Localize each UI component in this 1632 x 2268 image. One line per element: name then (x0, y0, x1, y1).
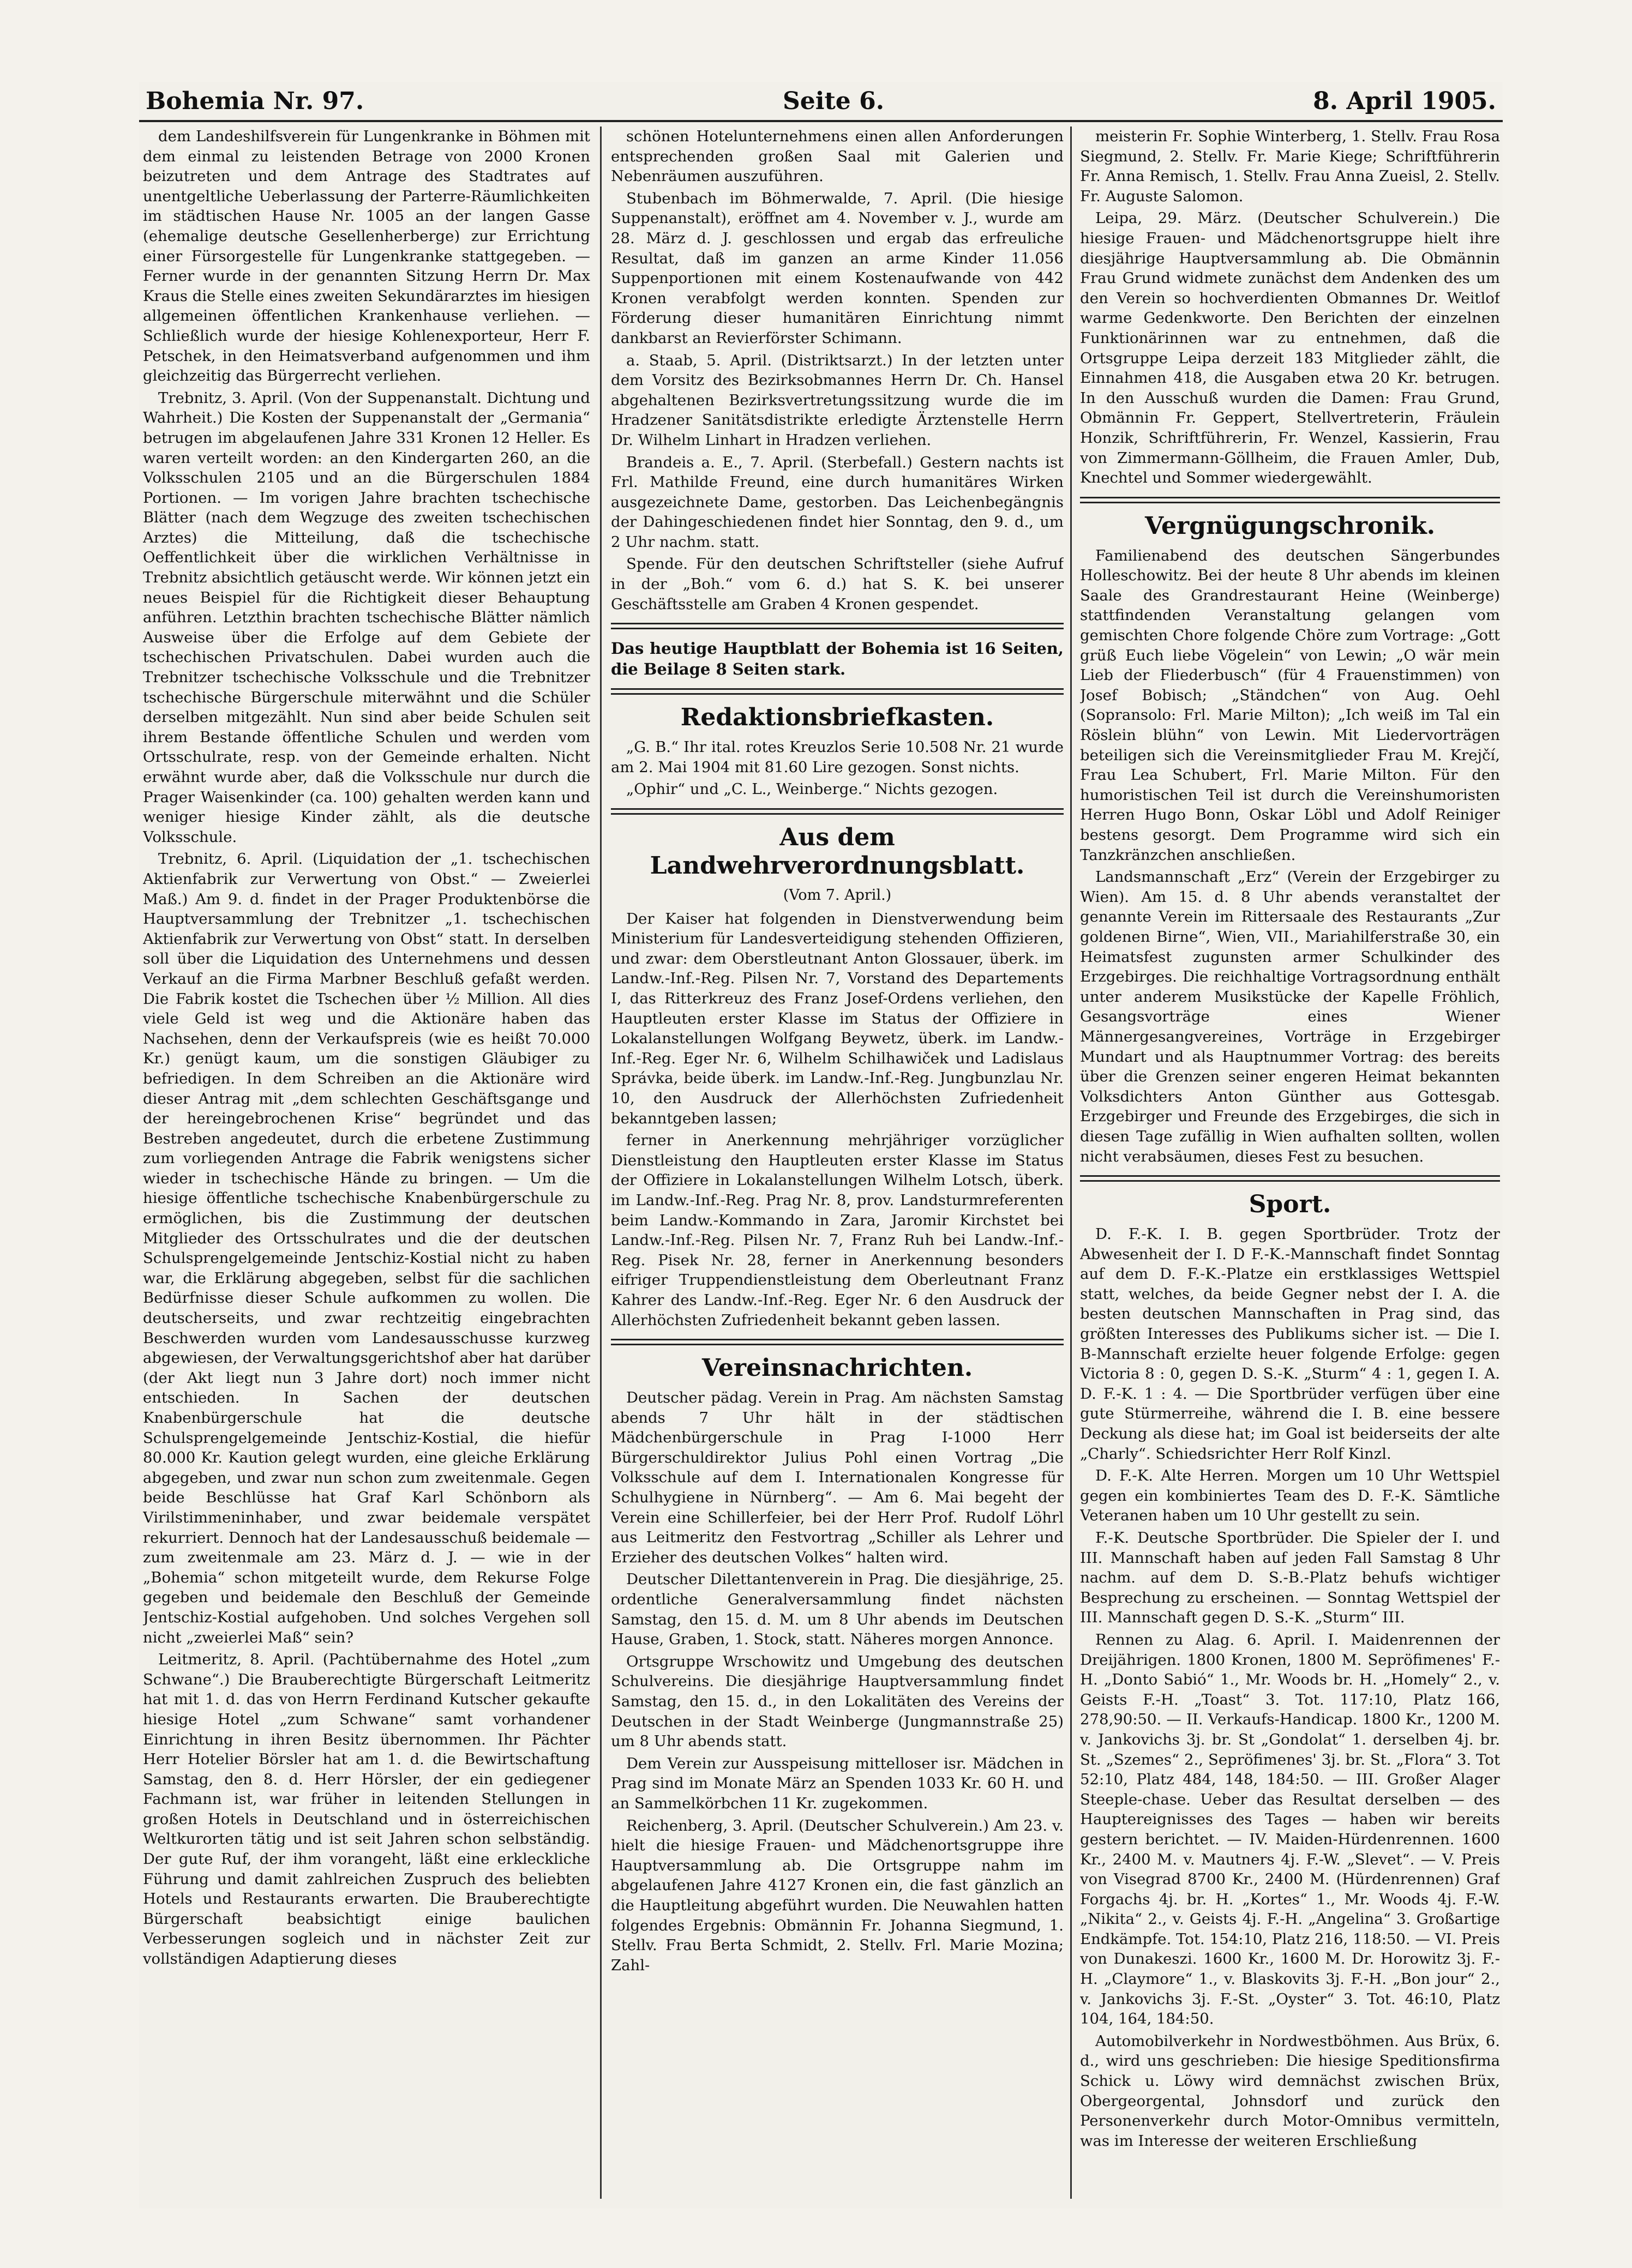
article-stubenbach: Stubenbach im Böhmerwalde, 7. April. (Die hiesige Suppenanstalt), eröffnet am 4. November v. J., wurde am 28. März d. J. geschlossen und ergab das erfreuliche Resultat, daß im ganzen an arme Kinder 11.056 Suppenportionen mit einem Kostenaufwande von 442 Kronen verabfolgt werden konnten. Spenden zur Förderung dieser humanitären Einrichtung nimmt dankbarst an Revierförster Schimann. (611, 189, 1064, 347)
sport-entry: Rennen zu Alag. 6. April. I. Maidenrennen der Dreijährigen. 1800 Kronen, 1800 M. Sepröfimenes' F.-H. „Donto Sabió“ 1., Mr. Woods br. H. „Homely“ 2., v. Geists F.-H. „Toast“ 3. Tot. 117:10, Platz 166, 278,90:50. — II. Verkaufs-Handicap. 1800 Kr., 1200 M. v. Jankovichs 3j. br. St „Gondolat“ 1. derselben 4j. br. St. „Szemes“ 2., Sepröfimenes' 3j. br. St. „Flora“ 3. Tot 52:10, Platz 484, 148, 184:50. — III. Großer Alager Steeple-chase. Ueber das Resultat derselben — des Hauptereignisses des Tages — haben wir bereits gestern berichtet. — IV. Maiden-Hürdenrennen. 1600 Kr., 2400 M. v. Mautners 4j. F.-W. „Slevet“. — V. Preis von Visegrad 8700 Kr., 2400 M. (Hürdenrennen) Graf Forgachs 4j. br. H. „Kortes“ 1., Mr. Woods 4j. F.-W. „Nikita“ 2., v. Geists 4j. F.-H. „Angelina“ 3. Großartige Endkämpfe. Tot. 154:10, Platz 216, 118:50. — VI. Preis von Dunakeszi. 1600 Kr., 1600 M. Dr. Horowitz 3j. F.-H. „Claymore“ 1., v. Blaskovits 3j. F.-H. „Bon jour“ 2., v. Jankovichs 3j. F.-St. „Oyster“ 3. Tot. 46:10, Platz 104, 164, 184:50. (1080, 1631, 1500, 2028)
sport-entry: D. F.-K. I. B. gegen Sportbrüder. Trotz der Abwesenheit der I. D F.-K.-Mannschaft findet Sonntag auf dem D. F.-K.-Platze ein erstklassiges Wettspiel statt, welches, da beide Gegner nebst der I. A. die besten deutschen Mannschaften in Prag sind, das größten Interesses des Publikums sicher ist. — Die I. B-Mannschaft erzielte heuer folgende Erfolge: gegen Victoria 8 : 0, gegen D. S.-K. „Sturm“ 4 : 1, gegen I. A. D. F.-K. 1 : 4. — Die Sportbrüder verfügen über eine gute Stürmerreihe, während die I. B. eine bessere Deckung als diese hat; im Goal ist beiderseits der alte „Charly“. Schiedsrichter Herr Rolf Kinzl. (1080, 1225, 1500, 1463)
section-title-sport: Sport. (1249, 1190, 1331, 1219)
column-rule-2 (1070, 127, 1072, 2199)
vergnuegung-entry: Landsmannschaft „Erz“ (Verein der Erzgebirger zu Wien). Am 15. d. 8 Uhr abends veranstaltet der genannte Verein im Rittersaale des Restaurants „Zur goldenen Birne“, Wien, VII., Mariahilferstraße 30, ein Heimatsfest zugunsten armer Schulkinder des Erzgebirges. Die reichhaltige Vortragsordnung enthält unter anderem Musikstücke der Kapelle Fröhlich, Gesangsvorträge eines Wiener Männergesangvereines, Vorträge in Erzgebirger Mundart und als Hauptnummer Vortrag: des bereits über die Grenzen seiner engeren Heimat bekannten Volksdichters Anton Günther aus Gottesgab. Erzgebirger und Freunde des Erzgebirges, die sich in diesen Tage zufällig in Wien aufhalten sollten, wollen nicht verabsäumen, dieses Fest zu besuchen. (1080, 868, 1500, 1165)
briefkasten-entry: „Ophir“ und „C. L., Weinberge.“ Nichts gezogen. (626, 780, 998, 798)
section-divider (611, 623, 1064, 629)
section-title-vergnuegungschronik: Vergnügungschronik. (1144, 512, 1436, 540)
verein-entry: Reichenberg, 3. April. (Deutscher Schulverein.) Am 23. v. hielt die hiesige Frauen- und Mädchenortsgruppe ihre Hauptversammlung ab. Die Ortsgruppe nahm im abgelaufenen Jahre 4127 Kronen ein, die fast gänzlich an die Hauptleitung abgeführt wurden. Die Neuwahlen hatten folgendes Ergebnis: Obmännin Fr. Johanna Siegmund, 1. Stellv. Frau Berta Schmidt, 2. Stellv. Frl. Marie Mozina; Zahl- (611, 1816, 1064, 1974)
verein-entry: Deutscher Dilettantenverein in Prag. Die diesjährige, 25. ordentliche Generalversammlung findet nächsten Samstag, den 15. d. M. um 8 Uhr abends im Deutschen Hause, Graben, 1. Stock, statt. Näheres morgen Annonce. (611, 1571, 1064, 1649)
header-page-number: Seite 6. (783, 87, 885, 115)
article-leitmeritz-hotel: Leitmeritz, 8. April. (Pachtübernahme des Hotel „zum Schwane“.) Die Brauberechtigte Bürgerschaft Leitmeritz hat mit 1. d. das von Herrn Ferdinand Kutscher gekaufte hiesige Hotel „zum Schwane“ samt vorhandener Einrichtung in ihren Besitz übernommen. Ihr Pächter Herr Hotelier Börsler hat am 1. d. die Bewirtschaftung Samstag, den 8. d. Herr Hörsler, der ein gediegener Fachmann ist, war früher in leitenden Stellungen in großen Hotels in Deutschland und in österreichischen Weltkurorten tätig und ist seit Jahren schon selbständig. Der gute Ruf, der ihm vorangeht, läßt eine erkleckliche Führung und damit zahlreichen Zuspruch des beliebten Hotels und Restaurants erwarten. Die Brauberechtigte Bürgerschaft beabsichtigt einige baulichen Verbesserungen sogleich und in nächster Zeit zur vollständigen Adaptierung dieses (143, 1651, 590, 1968)
verein-entry-leipa: Leipa, 29. März. (Deutscher Schulverein.) Die hiesige Frauen- und Mädchenortsgruppe hielt ihre diesjährige Hauptversammlung ab. Die Obmännin Frau Grund widmete zunächst dem Andenken des um den Verein so hochverdienten Obmannes Dr. Weitlof warme Gedenkworte. Den Berichten der einzelnen Funktionärinnen war zu entnehmen, daß die Ortsgruppe Leipa derzeit 183 Mitglieder zählt, die Einnahmen 418, die Ausgaben etwa 20 Kr. betrugen. In den Ausschuß wurden die Damen: Frau Grund, Obmännin Fr. Geppert, Stellvertreterin, Fräulein Honzik, Schriftführerin, Fr. Wenzel, Kassierin, Frau von Zimmermann-Göllheim, die Frauen Amler, Dub, Knechtel und Sommer wiedergewählt. (1080, 209, 1500, 487)
section-divider (1080, 1175, 1500, 1182)
article-hotel-continued: schönen Hotelunternehmens einen allen Anforderungen entsprechenden großen Saal mit Galerien und Nebenräumen auszuführen. (611, 128, 1064, 185)
verein-entry: Ortsgruppe Wrschowitz und Umgebung des deutschen Schulvereins. Die diesjährige Hauptversammlung findet Samstag, den 15. d., in den Lokalitäten des Vereins der Deutschen in der Stadt Weinberge (Jungmannstraße 25) um 8 Uhr abends statt. (611, 1652, 1064, 1750)
article-trebnitz-liquidation: Trebnitz, 6. April. (Liquidation der „1. tschechischen Aktienfabrik zur Verwertung von Obst.“ — Zweierlei Maß.) Am 9. d. findet in der Prager Produktenbörse die Hauptversammlung der Trebnitzer „1. tschechischen Aktienfabrik zur Verwertung von Obst“ statt. In derselben soll über die Liquidation des Unternehmens und dessen Verkauf an die Firma Marbner Beschluß gefaßt werden. Die Fabrik kostet die Tschechen über ½ Million. All dies viele Geld ist weg und die Aktionäre haben das Nachsehen, denn der Verkaufspreis (wie es heißt 70.000 Kr.) genügt kaum, um die sonstigen Gläubiger zu befriedigen. In dem Schreiben an die Aktionäre wird dieser Antrag mit „dem schlechten Geschäftsgange und der hereingebrochenen Krise“ begründet und das Bestreben angedeutet, durch die erbetene Zustimmung zum vorliegenden Antrage die Fabrik wenigstens sicher wieder in tschechische Hände zu bringen. — Um die hiesige öffentliche tschechische Knabenbürgerschule zu ermöglichen, bis die Zustimmung der deutschen Mitglieder des Ortsschulrates und die der deutschen Schulsprengelgemeinde Jentschiz-Kostial nicht zu haben war, die Erklärung abgegeben, selbst für die sachlichen Bedürfnisse dieser Schule aufkommen zu wollen. Die deutscherseits, und zwar rechtzeitig eingebrachten Beschwerden wurden vom Landesausschusse kurzweg abgewiesen, der Verwaltungsgerichtshof aber hat darüber (der Akt liegt nun 3 Jahre dort) noch immer nicht entschieden. In Sachen der deutschen Knabenbürgerschule hat die deutsche Schulsprengelgemeinde Jentschiz-Kostial, die hiefür 80.000 Kr. Kaution gelegt wurden, eine gleiche Erklärung abgegeben, und zwar nun schon zum zweitenmale. Gegen beide Beschlüsse hat Graf Karl Schönborn als Virilstimmeninhaber, und zwar beidemale verspätet rekurriert. Dennoch hat der Landesausschuß beidemale — zum zweitenmale am 23. März d. J. — wie in der „Bohemia“ schon mitgeteilt wurde, dem Rekurse Folge gegeben und beidemale den Beschluß der Gemeinde Jentschiz-Kostial aufgehoben. Und solches Vergehen soll nicht „zweierlei Maß“ sein? (143, 850, 590, 1646)
column-rule-1 (600, 127, 602, 2199)
verein-entry-continued: meisterin Fr. Sophie Winterberg, 1. Stellv. Frau Rosa Siegmund, 2. Stellv. Fr. Marie Kiege; Schriftführerin Fr. Anna Remisch, 1. Stellv. Frau Anna Zueisl, 2. Stellv. Fr. Auguste Salomon. (1080, 128, 1500, 205)
article-trebnitz-suppenanstalt: Trebnitz, 3. April. (Von der Suppenanstalt. Dichtung und Wahrheit.) Die Kosten der Suppenanstalt der „Germania“ betrugen im abgelaufenen Jahre 331 Kronen 12 Heller. Es waren verteilt worden: an den Kindergarten 260, an die Volksschulen 2105 und an die Bürgerschulen 1884 Portionen. — Im vorigen Jahre brachten tschechische Blätter (nach dem Wegzuge des zweiten tschechischen Arztes) die Mitteilung, daß die tschechische Oeffentlichkeit über die wirklichen Verhältnisse in Trebnitz absichtlich getäuscht werde. Wir können jetzt ein neues Beispiel für die Richtigkeit dieser Behauptung anführen. Letzthin brachten tschechische Blätter nämlich Ausweise über die Erfolge auf dem Gebiete der tschechischen Privatschulen. Dabei wurden auch die Trebnitzer tschechische Volksschule und die Trebnitzer tschechische Bürgerschule miterwähnt und die Schüler derselben mitgezählt. Nun sind aber beide Schulen seit ihrem Bestande öffentliche Schulen und werden vom Ortsschulrate, resp. von der Gemeinde erhalten. Nicht erwähnt wurde aber, daß die Volksschule nur durch die Prager Waisenkinder (ca. 100) gehalten werden kann und weniger hiesige Kinder zählt, als die deutsche Volksschule. (143, 389, 590, 846)
section-divider (611, 1339, 1064, 1345)
sport-entry: F.-K. Deutsche Sportbrüder. Die Spieler der I. und III. Mannschaft haben auf jeden Fall Samstag 8 Uhr nachm. auf dem D. S.-B.-Platz behufs wichtiger Besprechung zu erscheinen. — Sonntag Wettspiel der III. Mannschaft gegen D. S.-K. „Sturm“ III. (1080, 1529, 1500, 1627)
page-count-notice: Das heutige Hauptblatt der Bohemia ist 16 Seiten, die Beilage 8 Seiten stark. (611, 639, 1064, 679)
verein-entry: Dem Verein zur Ausspeisung mittelloser isr. Mädchen in Prag sind im Monate März an Spenden 1033 Kr. 60 H. und an Sammelkörbchen 11 Kr. zugekommen. (611, 1754, 1064, 1812)
section-divider (611, 688, 1064, 695)
landwehr-paragraph: ferner in Anerkennung mehrjähriger vorzüglicher Dienstleistung den Hauptleuten erster Klasse im Status der Offiziere in Lokalanstellungen Wilhelm Lotsch, überk. im Landw.-Inf.-Reg. Prag Nr. 8, prov. Landsturmreferenten beim Landw.-Kommando in Zara, Jaromir Kirchstet bei Landw.-Inf.-Reg. Pilsen Nr. 7, Franz Ruh bei Landw.-Inf.-Reg. Pisek Nr. 28, ferner in Anerkennung besonders eifriger Truppendienstleistung dem Oberleutnant Franz Kahrer des Landw.-Inf.-Reg. Eger Nr. 6 den Ausdruck der Allerhöchsten Zufriedenheit bekannt geben lassen. (611, 1132, 1064, 1329)
sport-entry: Automobilverkehr in Nordwestböhmen. Aus Brüx, 6. d., wird uns geschrieben: Die hiesige Speditionsfirma Schick u. Löwy wird demnächst zwischen Brüx, Obergeorgental, Johnsdorf und zurück den Personenverkehr durch Motor-Omnibus vermitteln, was im Interesse der weiteren Erschließung (1080, 2032, 1500, 2150)
article-spende: Spende. Für den deutschen Schriftsteller (siehe Aufruf in der „Boh.“ vom 6. d.) hat S. K. bei unserer Geschäftsstelle am Graben 4 Kronen gespendet. (611, 555, 1064, 613)
header-masthead: Bohemia Nr. 97. (146, 87, 364, 115)
vergnuegung-entry: Familienabend des deutschen Sängerbundes Holleschowitz. Bei der heute 8 Uhr abends im kleinen Saale des Grandrestaurant Heine (Weinberge) stattfindenden Veranstaltung gelangen vom gemischten Chore folgende Chöre zum Vortrage: „Gott grüß Euch liebe Vögelein“ von Lewin; „O wär mein Lieb der Fliederbusch“ (für 4 Frauenstimmen) von Josef Bobisch; „Ständchen“ von Aug. Oehl (Sopransolo: Frl. Marie Milton); „Ich weiß im Tal ein Röslein blühn“ von Lewin. Mit Liedervorträgen beteiligen sich die Vereinsmitglieder Frau M. Krejčí, Frau Lea Schubert, Frl. Marie Milton. Für den humoristischen Teil ist durch die Vereinshumoristen Herren Hugo Bonn, Oskar Löbl und Adolf Reiniger bestens gesorgt. Dem Programme wird sich ein Tanzkränzchen anschließen. (1080, 546, 1500, 864)
article-staab: a. Staab, 5. April. (Distriktsarzt.) In der letzten unter dem Vorsitz des Bezirksobmannes Herrn Dr. Ch. Hansel abgehaltenen Bezirksvertretungssitzung wurde die im Hradzener Sanitätsdistrikte erledigte Ärztenstelle Herrn Dr. Wilhelm Linhart in Hradzen verliehen. (611, 351, 1064, 449)
article-lungenkranke: dem Landeshilfsverein für Lungenkranke in Böhmen mit dem einmal zu leistenden Betrage von 2000 Kronen beizutreten und dem Antrage des Stadtrates auf unentgeltliche Ueberlassung der Parterre-Räumlichkeiten im städtischen Hause Nr. 1005 an der langen Gasse (ehemalige deutsche Gesellenherberge) zur Errichtung einer Fürsorgestelle für Lungenkranke stattgegeben. — Ferner wurde in der genannten Sitzung Herrn Dr. Max Kraus die Stelle eines zweiten Sekundärarztes im hiesigen allgemeinen öffentlichen Krankenhause verliehen. — Schließlich wurde der hiesige Kohlenexporteur, Herr F. Petschek, in den Heimatsverband aufgenommen und ihm gleichzeitig das Bürgerrecht verliehen. (143, 128, 590, 385)
section-title-briefkasten: Redaktionsbriefkasten. (680, 703, 994, 732)
landwehr-paragraph: Der Kaiser hat folgenden in Dienstverwendung beim Ministerium für Landesverteidigung stehenden Offizieren, und zwar: dem Oberstleutnant Anton Glossauer, überk. im Landw.-Inf.-Reg. Pilsen Nr. 7, Vorstand des Departements I, das Ritterkreuz des Franz Josef-Ordens verliehen, den Hauptleuten erster Klasse im Status der Offiziere in Lokalanstellungen Wolfgang Beywetz, überk. im Landw.-Inf.-Reg. Eger Nr. 6, Wilhelm Schilhawiček und Ladislaus Správka, beide überk. im Landw.-Inf.-Reg. Jungbunzlau Nr. 10, den Ausdruck der Allerhöchsten Zufriedenheit bekanntgeben lassen; (611, 910, 1064, 1127)
column-2 (611, 127, 1064, 2204)
column-3 (1080, 127, 1500, 2204)
section-title-landwehr: Aus dem Landwehrverordnungsblatt. (650, 823, 1025, 880)
section-divider (611, 808, 1064, 815)
verein-entry: Deutscher pädag. Verein in Prag. Am nächsten Samstag abends 7 Uhr hält in der städtischen Mädchenbürgerschule in Prag I-1000 Herr Bürgerschuldirektor Julius Pohl einen Vortrag „Die Volksschule auf dem I. Internationalen Kongresse für Schulhygiene in Nürnberg“. — Am 6. Mai begeht der Verein eine Schillerfeier, bei der Herr Prof. Rudolf Löhrl aus Leitmeritz den Festvortrag „Schiller als Lehrer und Erzieher des deutschen Volkes“ halten wird. (611, 1389, 1064, 1566)
section-subtitle-date: (Vom 7. April.) (783, 887, 892, 904)
section-title-vereinsnachrichten: Vereinsnachrichten. (701, 1354, 973, 1382)
header-date: 8. April 1905. (1313, 87, 1496, 115)
page-header (139, 82, 1503, 122)
section-divider (1080, 497, 1500, 503)
article-brandeis: Brandeis a. E., 7. April. (Sterbefall.) Gestern nachts ist Frl. Mathilde Freund, eine durch humanitäres Wirken ausgezeichnete Dame, gestorben. Das Leichenbegängnis der Dahingeschiedenen findet hier Sonntag, den 9. d., um 2 Uhr nachm. statt. (611, 453, 1064, 551)
column-1 (143, 127, 590, 2204)
sport-entry: D. F.-K. Alte Herren. Morgen um 10 Uhr Wettspiel gegen ein kombiniertes Team des D. F.-K. Sämtliche Veteranen haben um 10 Uhr gestellt zu sein. (1080, 1467, 1500, 1525)
briefkasten-entry: „G. B.“ Ihr ital. rotes Kreuzlos Serie 10.508 Nr. 21 wurde am 2. Mai 1904 mit 81.60 Lire gezogen. Sonst nichts. (611, 738, 1064, 776)
